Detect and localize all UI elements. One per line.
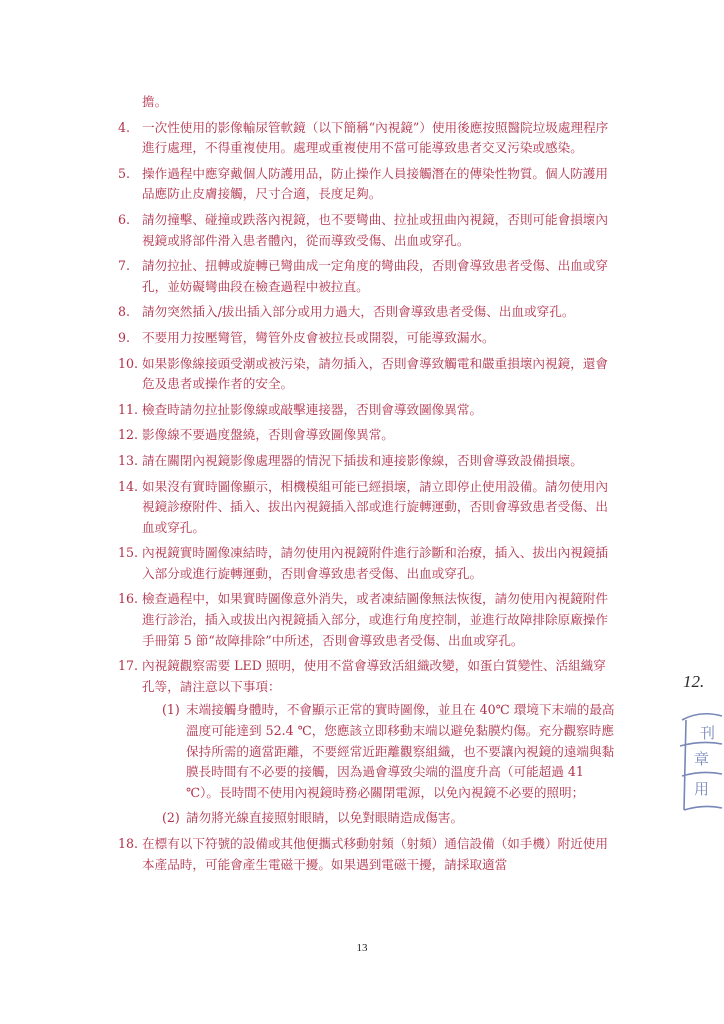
page-number: 13	[356, 942, 368, 954]
item-text: 請勿拉扯、扭轉或旋轉已彎曲成一定角度的彎曲段，否則會導致患者受傷、出血或穿孔，並妨礙彎曲段在檢查過程中被拉直。	[142, 258, 608, 294]
item-text: 不要用力按壓彎管，彎管外皮會被拉長或開裂，可能導致漏水。	[142, 329, 495, 345]
list-item	[118, 302, 616, 323]
list-item	[118, 477, 616, 539]
item-text: 內視鏡實時圖像凍結時，請勿使用內視鏡附件進行診斷和治療，插入、拔出內視鏡插入部分或進行旋轉運動，否則會導致患者受傷、出血或穿孔。	[142, 545, 608, 581]
item-text: 檢查時請勿拉扯影像線或敲擊連接器，否則會導致圖像異常。	[142, 401, 483, 417]
sub-item	[142, 808, 616, 829]
list-item	[118, 656, 616, 829]
svg-text:用: 用	[694, 780, 710, 798]
item-text: 如果沒有實時圖像顯示，相機模組可能已經損壞，請立即停止使用設備。請勿使用內視鏡診療附件、插入、拔出內視鏡插入部或進行旋轉運動，否則會導致患者受傷、出血或穿孔。	[142, 478, 608, 535]
list-item	[118, 328, 616, 349]
list-item	[118, 400, 616, 421]
item-number: 14.	[118, 478, 139, 494]
item-text: 在標有以下符號的設備或其他便攜式移動射頻（射頻）通信設備（如手機）附近使用本產品時，可能會產生電磁干擾。如果遇到電磁干擾，請採取適當	[142, 836, 608, 872]
item-number: 10.	[118, 355, 139, 371]
item-text: 一次性使用的影像輸尿管軟鏡（以下簡稱“內視鏡”）使用後應按照醫院垃圾處理程序進行處理，不得重複使用。處理或重複使用不當可能導致患者交叉污染或感染。	[142, 119, 609, 156]
item-text: 影像線不要過度盤繞，否則會導致圖像異常。	[142, 427, 394, 443]
item-text: 請在關閉內視鏡影像處理器的情況下插拔和連接影像線，否則會導致設備損壞。	[142, 452, 583, 468]
item-number: 15.	[118, 545, 139, 561]
item-text: 請勿撞擊、碰撞或跌落內視鏡，也不要彎曲、拉扯或扭曲內視鏡，否則可能會損壞內視鏡或將部件滑入患者體內，從而導致受傷、出血或穿孔。	[142, 211, 608, 248]
list-item	[118, 589, 616, 651]
list-item	[118, 834, 616, 875]
item-number: 16.	[118, 591, 139, 607]
sub-item-text: 請勿將光線直接照射眼睛，以免對眼睛造成傷害。	[186, 810, 464, 826]
sub-item-number: (1)	[162, 702, 180, 718]
item-number: 5.	[118, 165, 131, 181]
item-number: 4.	[118, 119, 131, 135]
item-text: 如果影像線接頭受潮或被污染，請勿插入，否則會導致觸電和嚴重損壞內視鏡，還會危及患者或操作者的安全。	[142, 355, 608, 392]
sub-item-text: 末端接觸身體時，不會顯示正常的實時圖像，並且在 40℃ 環境下末端的最高溫度可能達到 52.4 ℃，您應該立即移動末端以避免黏膜灼傷。充分觀察時應保持所需的適當距離，不要經常近距離觀察組織，也不要讓內視鏡的遠端與黏膜長時間有不必要的接觸，因為過會導致尖端的溫度升高（可能超過 41 ℃）。長時間不使用內視鏡時務必關閉電源，以免內視鏡不必要的照明；	[186, 702, 615, 800]
list-item	[118, 210, 616, 251]
lead-fragment: 擔。	[142, 94, 168, 109]
list-item	[118, 354, 616, 395]
svg-text:刊: 刊	[700, 724, 716, 742]
item-number: 6.	[118, 211, 131, 227]
svg-text:章: 章	[694, 750, 710, 768]
list-item	[118, 118, 616, 159]
item-text: 操作過程中應穿戴個人防護用品，防止操作人員接觸潛在的傳染性物質。個人防護用品應防止皮膚接觸，尺寸合適，長度足夠。	[142, 165, 608, 202]
page-content	[118, 92, 616, 880]
item-number: 13.	[118, 452, 139, 468]
list-item	[118, 256, 616, 297]
margin-note: 12.	[683, 672, 705, 691]
item-number: 7.	[118, 258, 131, 274]
item-number: 12.	[118, 427, 139, 443]
item-number: 18.	[118, 836, 139, 851]
list-item	[118, 425, 616, 446]
list-item	[118, 543, 616, 584]
list-item	[118, 164, 616, 205]
sub-item	[142, 700, 616, 803]
item-number: 9.	[118, 329, 131, 345]
sub-item-number: (2)	[162, 810, 180, 826]
list-item	[118, 451, 616, 472]
official-seal-stamp	[676, 706, 724, 816]
item-number: 11.	[118, 401, 139, 417]
item-text: 內視鏡觀察需要 LED 照明，使用不當會導致活組織改變，如蛋白質變性、活組織穿孔等，請注意以下事項：	[142, 658, 606, 694]
item-text: 檢查過程中，如果實時圖像意外消失，或者凍結圖像無法恢復，請勿使用內視鏡附件進行診治，插入或拔出內視鏡插入部分，或進行角度控制，並進行故障排除原廠操作手冊第 5 節“故障排除”中所述，否則會導致患者受傷、出血或穿孔。	[142, 591, 608, 648]
item-text: 請勿突然插入/拔出插入部分或用力過大，否則會導致患者受傷、出血或穿孔。	[142, 304, 575, 320]
item-number: 8.	[118, 304, 131, 320]
item-number: 17.	[118, 658, 139, 674]
